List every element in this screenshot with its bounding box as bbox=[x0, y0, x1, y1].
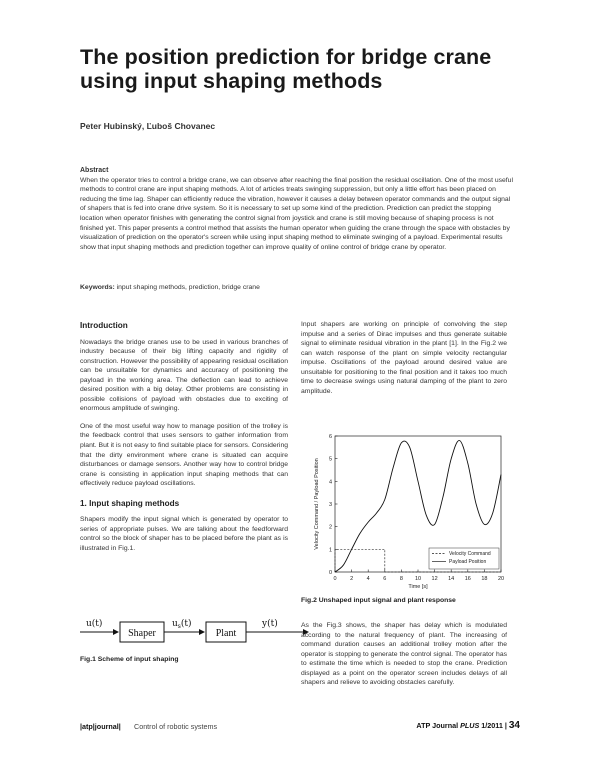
intro-paragraph-1: Nowadays the bridge cranes use to be used in various branches of industry because of their big lifting capacity and rigidity of construction. However the possibility of appearing residual oscillation can be unsuitable for dynamics and accuracy of positioning the payload in the working area. The deflection can lead to achieve desired position with a big delay. Other problems are consisting in possible collisions of payload with obstacles due to exciting of enormous amplitude of swinging. bbox=[80, 338, 288, 413]
signal-mid-base: u bbox=[172, 619, 178, 629]
fig2-caption: Fig.2 Unshaped input signal and plant response bbox=[301, 597, 456, 604]
section1-heading: 1. Input shaping methods bbox=[80, 498, 180, 508]
signal-mid-tail: (t) bbox=[180, 619, 192, 629]
x-tick-label: 8 bbox=[399, 576, 403, 582]
plant-response-chart bbox=[309, 424, 511, 592]
x-tick-label: 6 bbox=[383, 576, 387, 582]
input-shaping-diagram bbox=[80, 610, 312, 650]
y-tick-label: 0 bbox=[328, 570, 332, 576]
y-tick-label: 5 bbox=[328, 456, 332, 463]
abstract-heading: Abstract bbox=[80, 167, 109, 174]
y-tick-label: 1 bbox=[328, 547, 332, 554]
legend-label: Payload Position bbox=[449, 559, 487, 565]
x-tick-label: 4 bbox=[366, 576, 370, 582]
shaper-label: Shaper bbox=[128, 628, 156, 639]
journal-logo: |atp|journal| bbox=[80, 722, 121, 731]
section1-paragraph-1: Shapers modify the input signal which is generated by operator to series of appropriate pulses. We are talking about the feedforward control so the block of shaper has to be placed before the plant as is illustrated in Fig.1. bbox=[80, 516, 288, 552]
abstract bbox=[80, 166, 516, 252]
abstract-text: When the operator tries to control a bridge crane, we can observe after reaching the final position the residual oscillation. One of the most useful methods to control crane are input shaping methods. A lot of articles treats swinging suppression, but only a little effort has been placed on reducing the time lag. Shaper can efficiently reduce the vibration, however it causes a delay between operator commands and the output signal of shapers that is fed into crane drive system. So it is necessary to set up some kind of the prediction. Prediction can predict the stopping location when operator finishes with generating the control signal from joystick and crane is still moving because of shaping process is not finished yet. This paper presents a control method that assists the human operator when guiding the crane through the space with obstacles by visualization of prediction on the operator's screen while using input shaping method to eliminate swinging of a payload. Experimental results show that input shaping methods and prediction together can improve quality of online control of bridge crane by operator. bbox=[80, 176, 513, 251]
legend-label: Velocity Command bbox=[449, 551, 491, 557]
x-tick-label: 0 bbox=[333, 576, 337, 582]
journal-name: ATP Journal bbox=[416, 721, 459, 730]
plant-label: Plant bbox=[215, 628, 237, 639]
signal-mid-label bbox=[172, 618, 192, 630]
y-tick-label: 3 bbox=[328, 502, 332, 508]
signal-in-label: u(t) bbox=[86, 619, 103, 629]
keywords-label: Keywords: bbox=[80, 284, 115, 291]
y-tick-label: 4 bbox=[328, 479, 332, 486]
x-tick-label: 18 bbox=[481, 576, 488, 582]
x-tick-label: 16 bbox=[464, 576, 471, 582]
intro-heading: Introduction bbox=[80, 321, 128, 330]
intro-paragraph-2: One of the most useful way how to manage position of the trolley is the feedback control that uses sensors to gather information from plant. But it is not easy to find suitable place for sensors. Considering that the dirty environment where crane is situated can acquire disturbances or damage sensors. Another way how to control bridge crane is consisting in application input shaping methods that can effectively reduce payload oscillations. bbox=[80, 422, 288, 488]
page-number: 34 bbox=[508, 720, 520, 731]
y-axis-label: Velocity Command / Payload Position bbox=[314, 458, 320, 550]
footer-section: Control of robotic systems bbox=[134, 722, 218, 731]
paper-title: The position prediction for bridge crane using input shaping methods bbox=[80, 45, 492, 93]
right-column-bottom bbox=[301, 621, 507, 696]
fig1-caption: Fig.1 Scheme of input shaping bbox=[80, 656, 179, 663]
keywords-text: input shaping methods, prediction, bridge crane bbox=[116, 284, 260, 291]
authors: Peter Hubinský, Ľuboš Chovanec bbox=[80, 121, 216, 131]
right-paragraph-2: As the Fig.3 shows, the shaper has delay which is modulated according to the natural frequency of plant. The increasing of command duration causes an additional trolley motion after the operator is stopping to generate the control signal. The operator has to estimate the time which is needed to stop the crane. Prediction displayed as a point on the operator screen includes delays of all shapers and relieve to avoiding obstacles carefully. bbox=[301, 622, 507, 687]
right-column-top bbox=[301, 320, 507, 404]
journal-issue: 1/2011 bbox=[481, 721, 503, 730]
x-tick-label: 20 bbox=[497, 576, 505, 582]
x-tick-label: 14 bbox=[448, 576, 455, 582]
x-tick-label: 12 bbox=[431, 576, 438, 582]
left-column bbox=[80, 321, 288, 561]
x-tick-label: 10 bbox=[414, 576, 422, 582]
y-tick-label: 6 bbox=[328, 434, 332, 440]
x-axis-label: Time [s] bbox=[408, 584, 428, 590]
x-tick-label: 2 bbox=[350, 576, 354, 582]
y-tick-label: 2 bbox=[328, 524, 332, 531]
keywords bbox=[80, 284, 516, 291]
signal-mid-subscript: s bbox=[177, 623, 181, 630]
journal-plus: PLUS bbox=[460, 721, 480, 730]
signal-out-label: y(t) bbox=[262, 619, 278, 629]
footer-journal-info: ATP Journal PLUS 1/2011 | 34 bbox=[416, 720, 520, 731]
page-footer bbox=[80, 722, 520, 736]
right-paragraph-1: Input shapers are working on principle of convolving the step impulse and a series of Dirac impulses and thus generate suitable signal to eliminate residual vibration in the plant [1]. In the Fig.2 we can watch response of the plant on simple velocity rectangular impulse. Oscillations of the payload around desired value are unsuitable for positioning to the final position and it takes too much time to decrease swings using natural damping of the plant to zero amplitude. bbox=[301, 321, 507, 395]
